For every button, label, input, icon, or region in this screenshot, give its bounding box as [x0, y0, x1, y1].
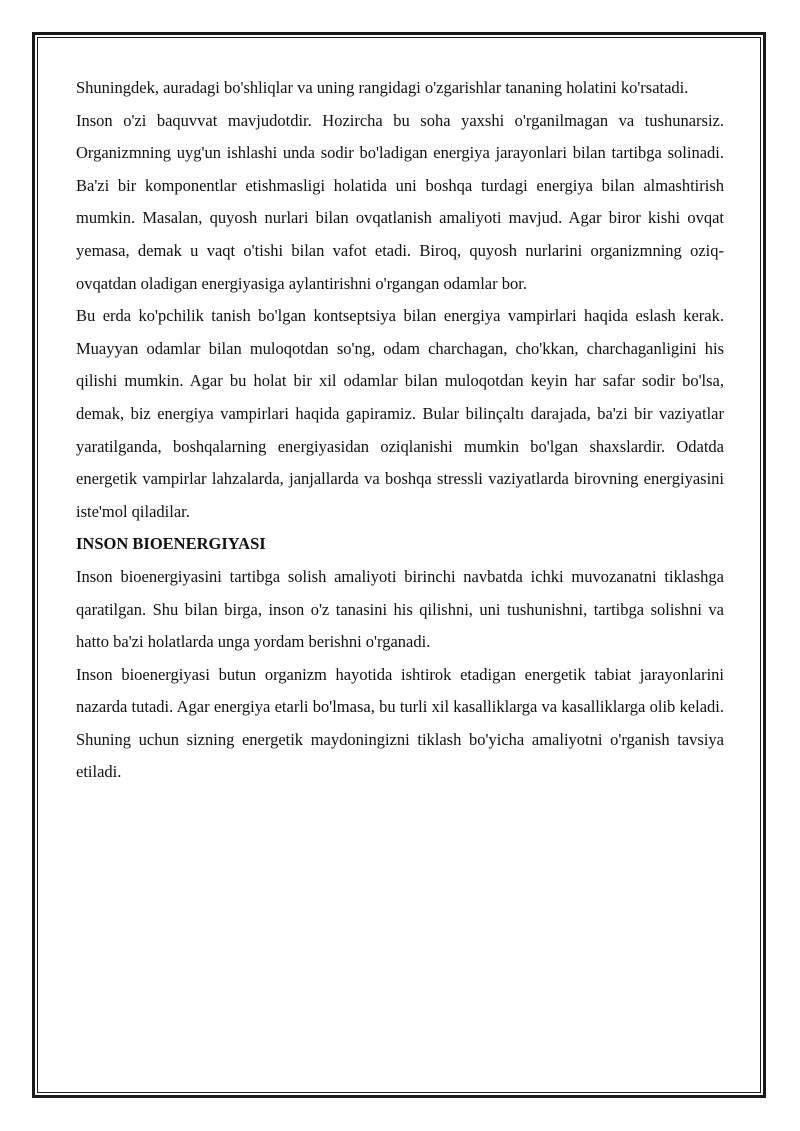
paragraph-bioenergy-practice: Inson bioenergiyasini tartibga solish amaliyoti birinchi navbatda ichki muvozanatni tiklashga qaratilgan. Shu bilan birga, inson o'z tanasini his qilishni, uni tushunishni, tartibga solishni va hatto ba'zi holatlarda unga yordam berishni o'rganadi.	[76, 566, 724, 652]
paragraph-energy-vampires: Bu erda ko'pchilik tanish bo'lgan kontseptsiya bilan energiya vampirlari haqida eslash kerak. Muayyan odamlar bilan muloqotdan so'ng, odam charchagan, cho'kkan, charchaganligini his qilishi mumkin. Agar bu holat bir xil odamlar bilan muloqotdan keyin har safar sodir bo'lsa, demak, biz energiya vampirlari haqida gapiramiz. Bular bilinçaltı darajada, ba'zi bir vaziyatlar yaratilganda, boshqalarning energiyasidan oziqlanishi mumkin bo'lgan shaxslardir. Odatda energetik vampirlar lahzalarda, janjallarda va boshqa stressli vaziyatlarda birovning energiyasini iste'mol qiladilar.	[76, 306, 724, 521]
document-body	[76, 72, 724, 789]
section-heading: INSON BIOENERGIYASI	[76, 534, 266, 554]
paragraph-energy-being: Inson o'zi baquvvat mavjudotdir. Hozircha bu soha yaxshi o'rganilmagan va tushunarsiz. Organizmning uyg'un ishlashi unda sodir bo'ladigan energiya jarayonlari bilan tartibga solinadi. Ba'zi bir komponentlar etishmasligi holatida uni boshqa turdagi energiya bilan almashtirish mumkin. Masalan, quyosh nurlari bilan ovqatlanish amaliyoti mavjud. Agar biror kishi ovqat yemasa, demak u vaqt o'tishi bilan vafot etadi. Biroq, quyosh nurlarini organizmning oziq-ovqatdan oladigan energiyasiga aylantirishni o'rgangan odamlar bor.	[76, 110, 724, 293]
paragraph-bioenergy-definition: Inson bioenergiyasi butun organizm hayotida ishtirok etadigan energetik tabiat jarayonlarini nazarda tutadi. Agar energiya etarli bo'lmasa, bu turli xil kasalliklarga va kasalliklarga olib keladi. Shuning uchun sizning energetik maydoningizni tiklash bo'yicha amaliyotni o'rganish tavsiya etiladi.	[76, 664, 724, 782]
paragraph-aura: Shuningdek, auradagi bo'shliqlar va uning rangidagi o'zgarishlar tananing holatini ko'rsatadi.	[76, 78, 689, 97]
